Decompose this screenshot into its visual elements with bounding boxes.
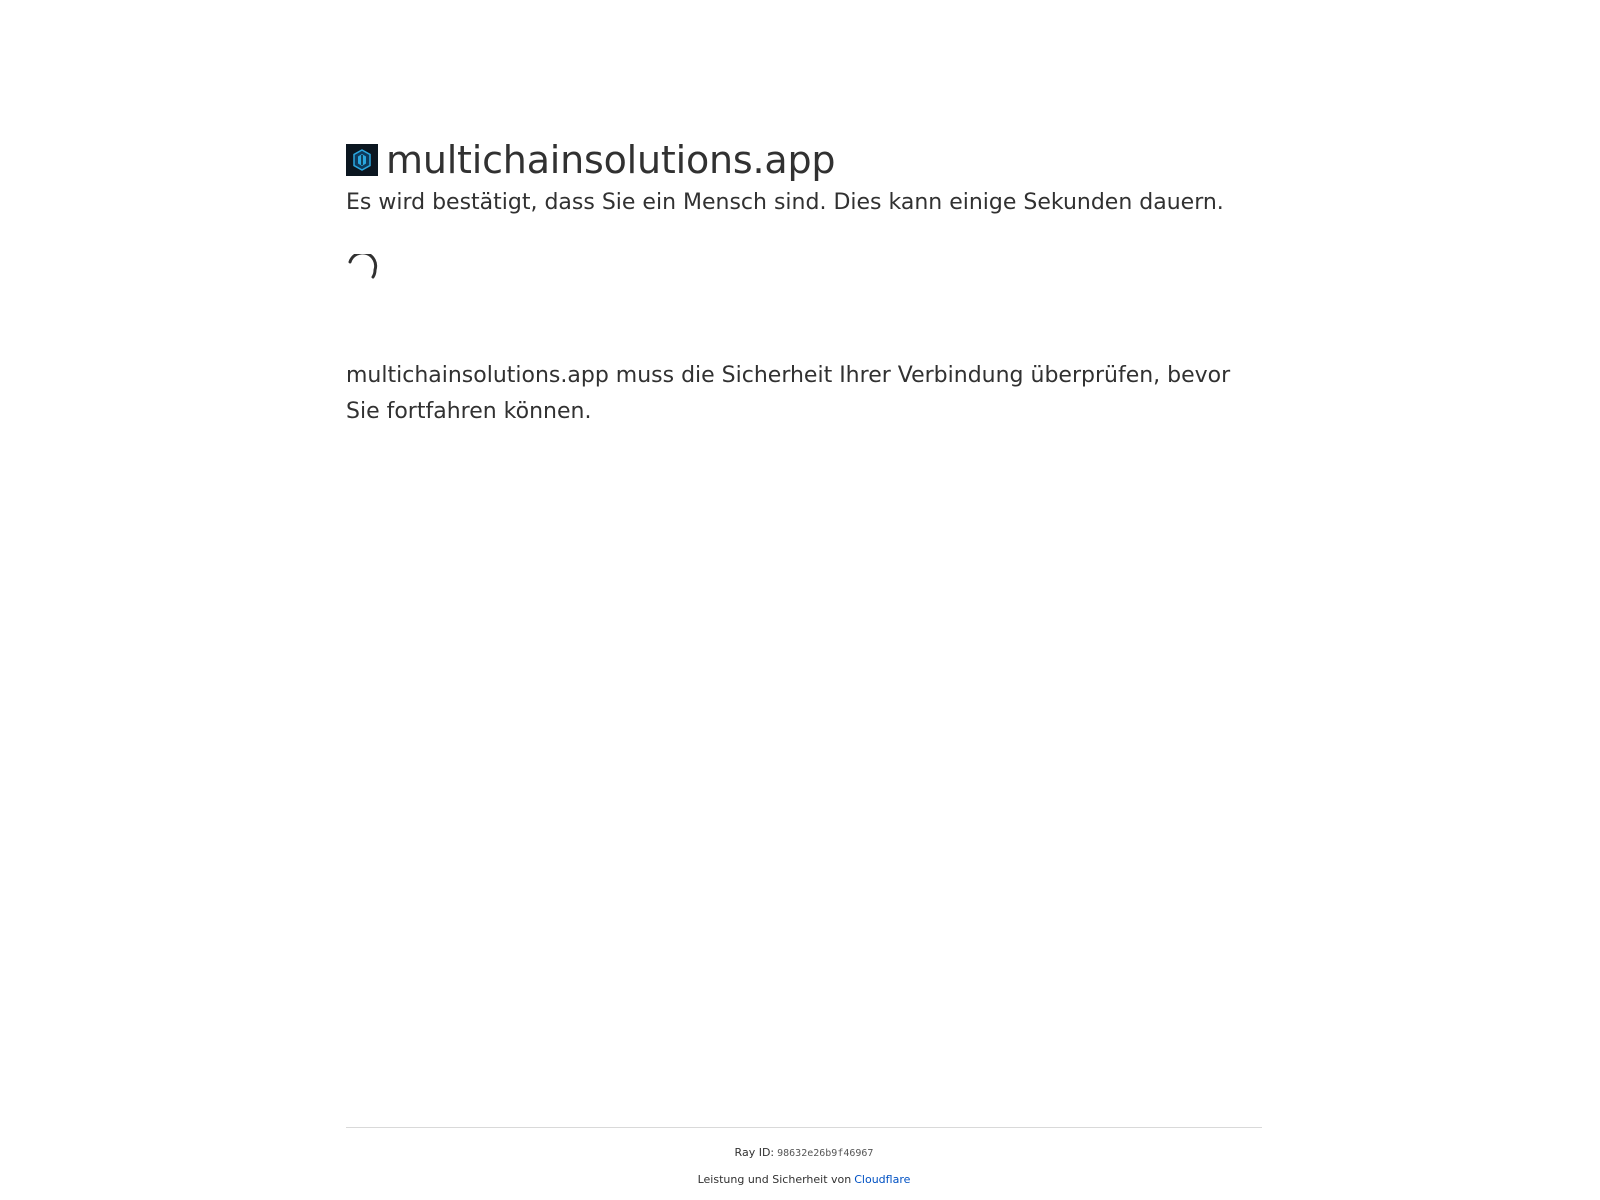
site-title: multichainsolutions.app (386, 138, 836, 182)
cloudflare-link[interactable]: Cloudflare (854, 1173, 911, 1186)
ray-id-line (346, 1145, 1262, 1162)
main-content (346, 136, 1262, 430)
ray-id-label: Ray ID: (734, 1146, 775, 1159)
challenge-description: multichainsolutions.app muss die Sicherheit Ihrer Verbindung überprüfen, bevor Sie fortfahren können. (346, 363, 1231, 424)
footer (346, 1127, 1262, 1188)
ray-id-value: 98632e26b9f46967 (777, 1148, 874, 1159)
site-header (346, 136, 1262, 184)
powered-by-text: Leistung und Sicherheit von (697, 1173, 852, 1186)
loading-spinner-icon (346, 254, 378, 286)
challenge-subtitle: Es wird bestätigt, dass Sie ein Mensch sind. Dies kann einige Sekunden dauern. (346, 190, 1224, 215)
powered-by-line (346, 1172, 1262, 1188)
site-favicon-icon (346, 144, 378, 176)
loading-spinner (346, 254, 378, 286)
